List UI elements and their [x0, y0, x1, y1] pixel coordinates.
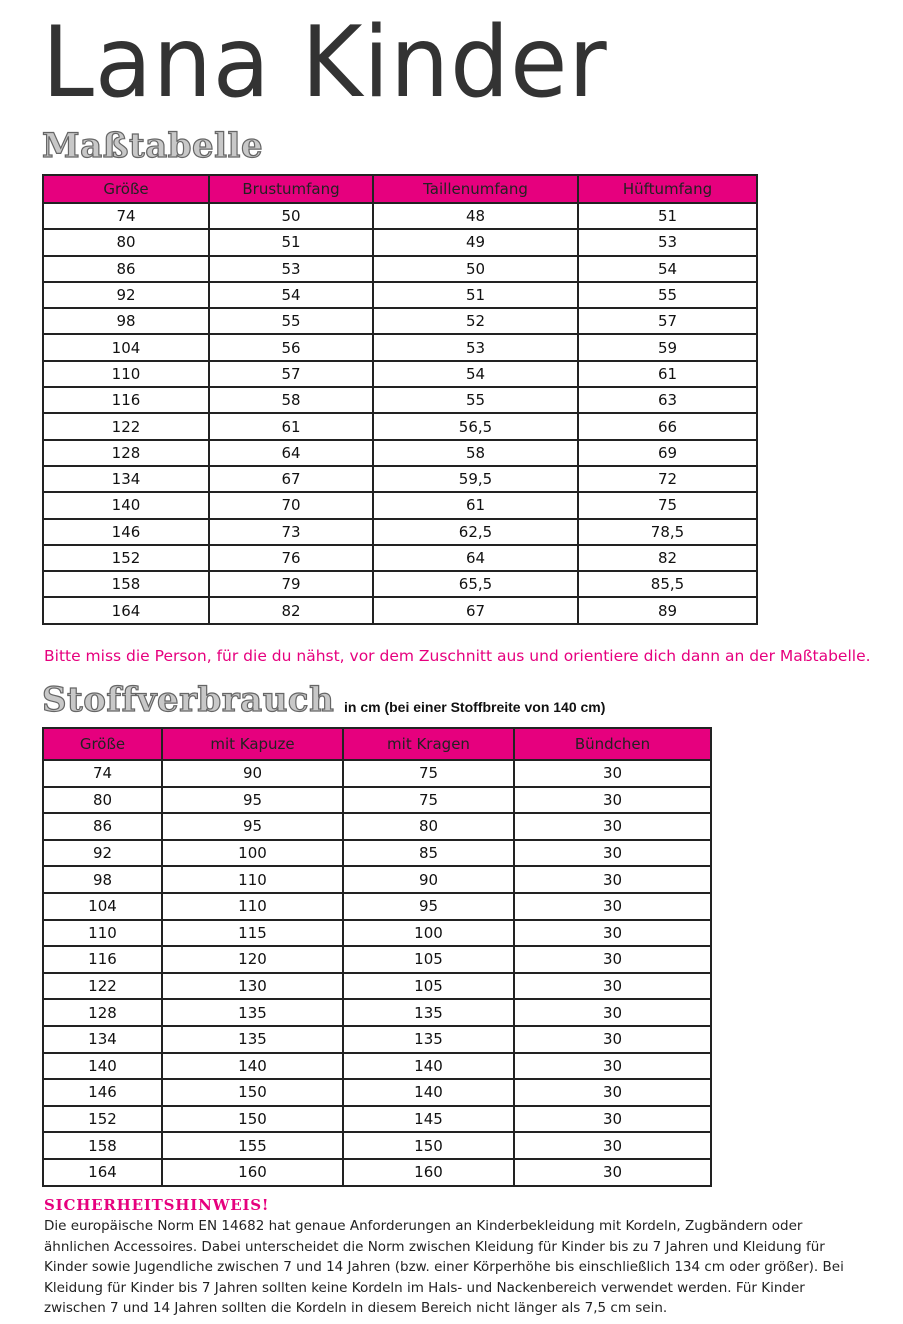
- measure-cell: 104: [43, 334, 209, 360]
- measure-cell: 54: [578, 256, 757, 282]
- fabric-cell: 164: [43, 1159, 162, 1186]
- fabric-cell: 155: [162, 1132, 343, 1159]
- measure-row: [43, 545, 757, 571]
- measure-cell: 164: [43, 597, 209, 623]
- measure-row: [43, 256, 757, 282]
- measure-header-size: Größe: [43, 175, 209, 203]
- measure-cell: 51: [373, 282, 578, 308]
- measure-cell: 76: [209, 545, 373, 571]
- measure-row: [43, 203, 757, 229]
- measure-row: [43, 413, 757, 439]
- fabric-cell: 30: [514, 893, 711, 920]
- fabric-row: [43, 973, 711, 1000]
- fabric-row: [43, 1053, 711, 1080]
- fabric-cell: 95: [162, 787, 343, 814]
- measure-cell: 58: [373, 440, 578, 466]
- fabric-row: [43, 840, 711, 867]
- measure-row: [43, 519, 757, 545]
- measure-note: Bitte miss die Person, für die du nähst, vor dem Zuschnitt aus und orientiere dich dann an der Maßtabelle.: [44, 647, 871, 665]
- measure-cell: 82: [578, 545, 757, 571]
- measure-row: [43, 387, 757, 413]
- fabric-cell: 30: [514, 760, 711, 787]
- fabric-cell: 120: [162, 946, 343, 973]
- measure-cell: 152: [43, 545, 209, 571]
- fabric-cell: 134: [43, 1026, 162, 1053]
- fabric-cell: 90: [162, 760, 343, 787]
- measure-cell: 64: [373, 545, 578, 571]
- measure-cell: 49: [373, 229, 578, 255]
- fabric-cell: 135: [162, 999, 343, 1026]
- fabric-cell: 135: [162, 1026, 343, 1053]
- measure-cell: 66: [578, 413, 757, 439]
- measure-cell: 67: [373, 597, 578, 623]
- measure-row: [43, 229, 757, 255]
- fabric-header-row: [43, 728, 711, 760]
- fabric-cell: 86: [43, 813, 162, 840]
- fabric-cell: 75: [343, 760, 514, 787]
- fabric-row: [43, 893, 711, 920]
- measure-cell: 79: [209, 571, 373, 597]
- fabric-cell: 90: [343, 866, 514, 893]
- measure-cell: 110: [43, 361, 209, 387]
- measure-cell: 50: [209, 203, 373, 229]
- safety-title: SICHERHEITSHINWEIS!: [44, 1196, 270, 1214]
- measure-cell: 54: [373, 361, 578, 387]
- fabric-cell: 30: [514, 1026, 711, 1053]
- fabric-row: [43, 1106, 711, 1133]
- measure-cell: 56: [209, 334, 373, 360]
- fabric-cell: 30: [514, 1106, 711, 1133]
- fabric-row: [43, 1159, 711, 1186]
- fabric-cell: 80: [43, 787, 162, 814]
- measure-cell: 128: [43, 440, 209, 466]
- measure-cell: 75: [578, 492, 757, 518]
- fabric-cell: 130: [162, 973, 343, 1000]
- measure-row: [43, 334, 757, 360]
- fabric-cell: 30: [514, 1079, 711, 1106]
- fabric-table: [42, 727, 712, 1187]
- fabric-cell: 30: [514, 1132, 711, 1159]
- measure-cell: 51: [209, 229, 373, 255]
- fabric-cell: 152: [43, 1106, 162, 1133]
- fabric-cell: 95: [162, 813, 343, 840]
- fabric-cell: 110: [162, 893, 343, 920]
- fabric-header-size: Größe: [43, 728, 162, 760]
- fabric-cell: 158: [43, 1132, 162, 1159]
- fabric-cell: 98: [43, 866, 162, 893]
- measure-cell: 65,5: [373, 571, 578, 597]
- measure-cell: 57: [578, 308, 757, 334]
- measure-cell: 78,5: [578, 519, 757, 545]
- fabric-cell: 92: [43, 840, 162, 867]
- measure-row: [43, 492, 757, 518]
- fabric-cell: 140: [343, 1053, 514, 1080]
- measure-cell: 53: [209, 256, 373, 282]
- measure-header-row: [43, 175, 757, 203]
- fabric-cell: 30: [514, 787, 711, 814]
- fabric-row: [43, 920, 711, 947]
- measure-cell: 134: [43, 466, 209, 492]
- fabric-cell: 30: [514, 999, 711, 1026]
- measure-cell: 53: [578, 229, 757, 255]
- fabric-cell: 75: [343, 787, 514, 814]
- fabric-cell: 146: [43, 1079, 162, 1106]
- measure-cell: 158: [43, 571, 209, 597]
- measure-cell: 51: [578, 203, 757, 229]
- measure-cell: 82: [209, 597, 373, 623]
- fabric-row: [43, 866, 711, 893]
- measure-cell: 122: [43, 413, 209, 439]
- fabric-row: [43, 760, 711, 787]
- measure-row: [43, 361, 757, 387]
- measure-row: [43, 440, 757, 466]
- measure-cell: 61: [209, 413, 373, 439]
- measure-cell: 67: [209, 466, 373, 492]
- safety-text: Die europäische Norm EN 14682 hat genaue Anforderungen an Kinderbekleidung mit Kordeln, Zugbändern oder ähnlichen Accessoires. Dabei unterscheidet die Norm zwischen Kleidung für Kinder bis zu 7 Jahren und Kleidung für Kinder sowie Jugendliche zwischen 7 und 14 Jahren (bzw. einer Körperhöhe bis einschließlich 134 cm oder größer). Bei Kleidung für Kinder bis 7 Jahren sollten keine Kordeln im Hals- und Nackenbereich verwendet werden. Für Kinder zwischen 7 und 14 Jahren sollten die Kordeln in diesem Bereich nicht länger als 7,5 cm sein.: [44, 1218, 844, 1316]
- measure-cell: 98: [43, 308, 209, 334]
- fabric-cell: 110: [162, 866, 343, 893]
- fabric-cell: 122: [43, 973, 162, 1000]
- fabric-cell: 128: [43, 999, 162, 1026]
- fabric-cell: 150: [162, 1079, 343, 1106]
- measure-header-hip: Hüftumfang: [578, 175, 757, 203]
- fabric-cell: 30: [514, 920, 711, 947]
- measure-cell: 59,5: [373, 466, 578, 492]
- fabric-subheading: in cm (bei einer Stoffbreite von 140 cm): [344, 699, 606, 715]
- measure-cell: 55: [373, 387, 578, 413]
- measure-cell: 57: [209, 361, 373, 387]
- fabric-cell: 145: [343, 1106, 514, 1133]
- fabric-row: [43, 787, 711, 814]
- fabric-row: [43, 813, 711, 840]
- fabric-cell: 30: [514, 840, 711, 867]
- measure-cell: 85,5: [578, 571, 757, 597]
- measure-cell: 55: [209, 308, 373, 334]
- fabric-row: [43, 1026, 711, 1053]
- fabric-cell: 105: [343, 946, 514, 973]
- measure-cell: 59: [578, 334, 757, 360]
- measure-header-chest: Brustumfang: [209, 175, 373, 203]
- fabric-cell: 30: [514, 973, 711, 1000]
- measure-row: [43, 282, 757, 308]
- measure-cell: 61: [578, 361, 757, 387]
- measure-cell: 74: [43, 203, 209, 229]
- fabric-cell: 105: [343, 973, 514, 1000]
- fabric-cell: 140: [43, 1053, 162, 1080]
- fabric-row: [43, 999, 711, 1026]
- fabric-header-cuffs: Bündchen: [514, 728, 711, 760]
- fabric-heading: Stoffverbrauch: [42, 680, 335, 720]
- measure-cell: 140: [43, 492, 209, 518]
- measure-cell: 55: [578, 282, 757, 308]
- measure-table: [42, 174, 758, 625]
- measure-cell: 53: [373, 334, 578, 360]
- fabric-cell: 30: [514, 866, 711, 893]
- fabric-cell: 115: [162, 920, 343, 947]
- fabric-cell: 135: [343, 999, 514, 1026]
- measure-row: [43, 466, 757, 492]
- page-title: Lana Kinder: [42, 6, 608, 120]
- fabric-cell: 80: [343, 813, 514, 840]
- fabric-cell: 95: [343, 893, 514, 920]
- fabric-cell: 30: [514, 1159, 711, 1186]
- measure-cell: 61: [373, 492, 578, 518]
- measure-cell: 70: [209, 492, 373, 518]
- fabric-cell: 116: [43, 946, 162, 973]
- measure-cell: 58: [209, 387, 373, 413]
- fabric-cell: 135: [343, 1026, 514, 1053]
- measure-cell: 64: [209, 440, 373, 466]
- fabric-cell: 160: [343, 1159, 514, 1186]
- measure-row: [43, 308, 757, 334]
- measure-cell: 86: [43, 256, 209, 282]
- measure-cell: 63: [578, 387, 757, 413]
- fabric-cell: 110: [43, 920, 162, 947]
- measure-cell: 73: [209, 519, 373, 545]
- fabric-cell: 150: [343, 1132, 514, 1159]
- measure-cell: 50: [373, 256, 578, 282]
- fabric-row: [43, 1132, 711, 1159]
- fabric-cell: 140: [162, 1053, 343, 1080]
- fabric-cell: 30: [514, 1053, 711, 1080]
- fabric-cell: 140: [343, 1079, 514, 1106]
- fabric-cell: 100: [162, 840, 343, 867]
- measure-cell: 92: [43, 282, 209, 308]
- measure-cell: 48: [373, 203, 578, 229]
- measure-cell: 62,5: [373, 519, 578, 545]
- fabric-cell: 30: [514, 946, 711, 973]
- measure-heading: Maßtabelle: [42, 126, 264, 166]
- measure-cell: 89: [578, 597, 757, 623]
- measure-cell: 52: [373, 308, 578, 334]
- fabric-header-collar: mit Kragen: [343, 728, 514, 760]
- fabric-row: [43, 1079, 711, 1106]
- fabric-cell: 100: [343, 920, 514, 947]
- measure-row: [43, 597, 757, 623]
- measure-cell: 56,5: [373, 413, 578, 439]
- measure-cell: 146: [43, 519, 209, 545]
- measure-header-waist: Taillenumfang: [373, 175, 578, 203]
- fabric-cell: 74: [43, 760, 162, 787]
- measure-cell: 80: [43, 229, 209, 255]
- fabric-cell: 104: [43, 893, 162, 920]
- fabric-header-hood: mit Kapuze: [162, 728, 343, 760]
- fabric-row: [43, 946, 711, 973]
- measure-cell: 72: [578, 466, 757, 492]
- measure-row: [43, 571, 757, 597]
- measure-cell: 54: [209, 282, 373, 308]
- measure-cell: 69: [578, 440, 757, 466]
- fabric-cell: 85: [343, 840, 514, 867]
- fabric-cell: 30: [514, 813, 711, 840]
- fabric-cell: 160: [162, 1159, 343, 1186]
- fabric-cell: 150: [162, 1106, 343, 1133]
- measure-cell: 116: [43, 387, 209, 413]
